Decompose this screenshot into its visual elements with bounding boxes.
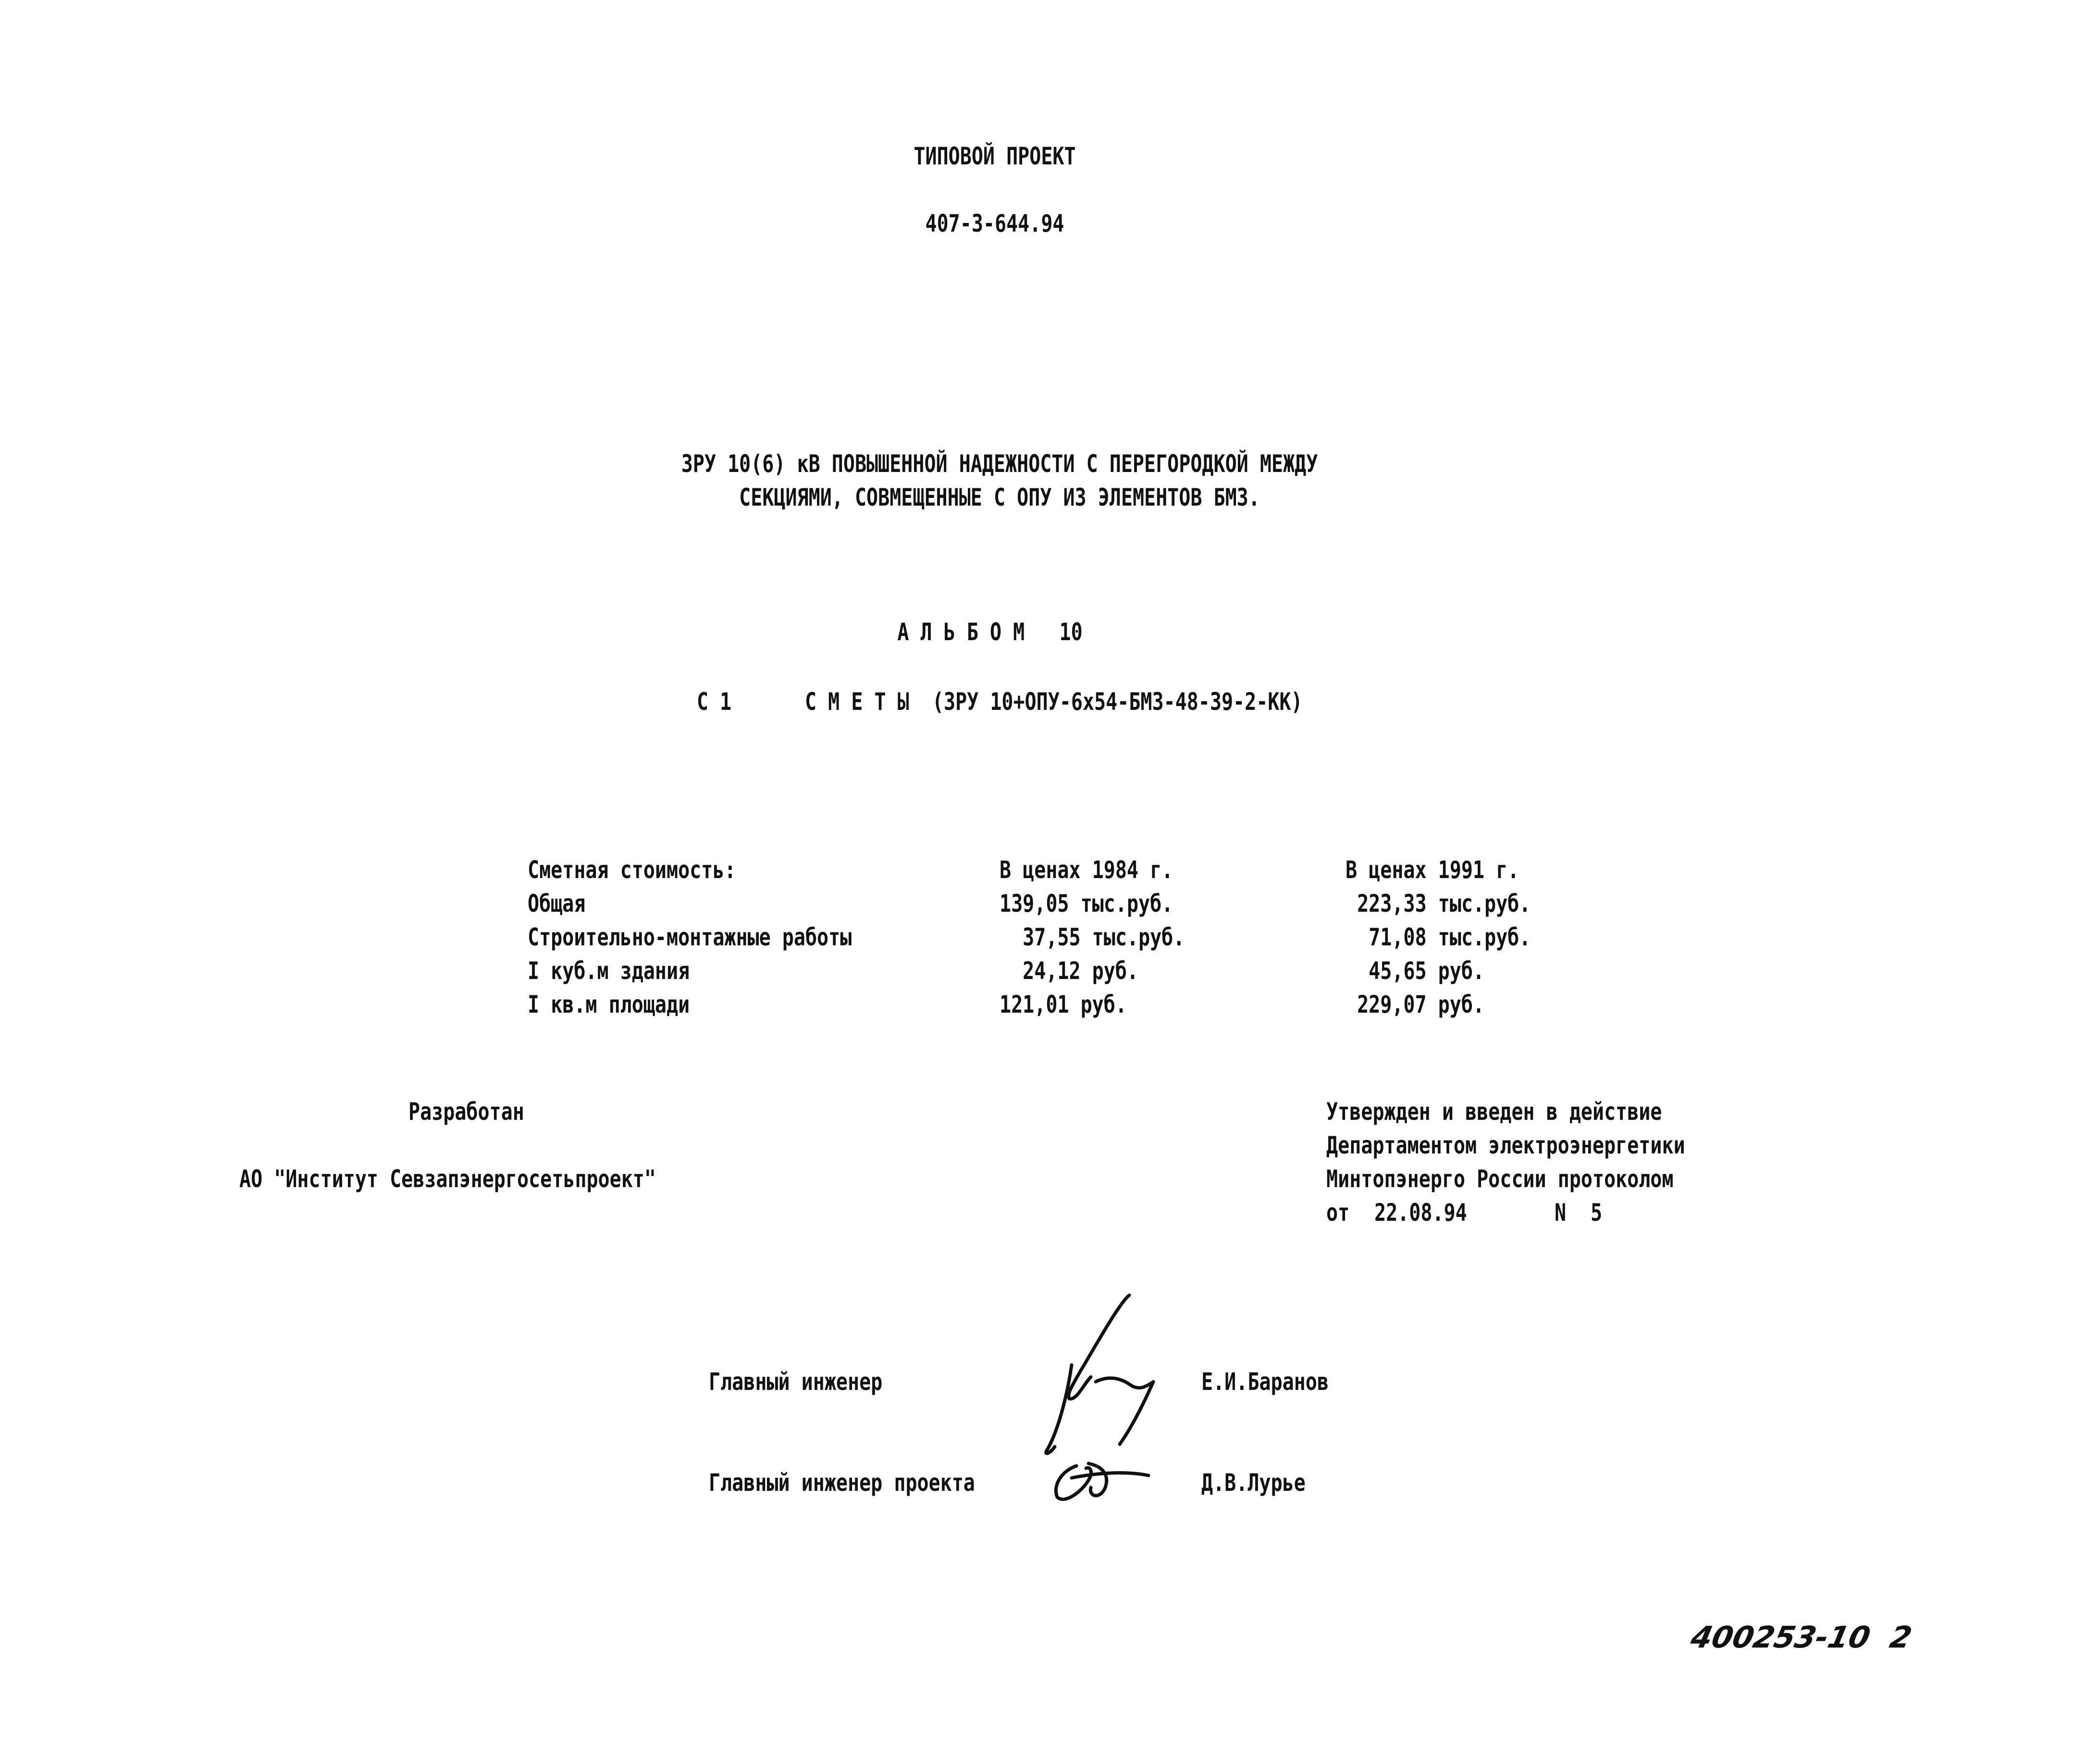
cost-header-1991: В ценах 1991 г.	[1346, 856, 1519, 884]
section-code: С 1	[697, 688, 732, 716]
cost-row-label: I кв.м площади	[528, 991, 690, 1018]
cost-row-label: Строительно-монтажные работы	[528, 923, 852, 951]
signature-name-chief-project-engineer: Д.В.Лурье	[1201, 1469, 1306, 1497]
title-line-2: СЕКЦИЯМИ, СОВМЕЩЕННЫЕ С ОПУ ИЗ ЭЛЕМЕНТОВ БМЗ.	[739, 483, 1260, 511]
cost-row-1984: 139,05 тыс.руб.	[1000, 890, 1174, 917]
section-name: С М Е Т Ы (ЗРУ 10+ОПУ-6х54-БМЗ-48-39-2-КК)	[805, 688, 1303, 716]
developer-org: АО "Институт Севзапэнергосетьпроект"	[239, 1165, 656, 1193]
approval-line-2: Департаментом электроэнергетики	[1326, 1131, 1685, 1159]
album-label: А Л Ь Б О М 10	[897, 618, 1083, 646]
cost-row-1984: 24,12 руб.	[1000, 957, 1138, 985]
chief-engineer-signature	[1000, 1288, 1173, 1471]
cost-row-1991: 71,08 тыс.руб.	[1346, 923, 1531, 951]
project-number: 407-3-644.94	[925, 210, 1064, 237]
cost-header-label: Сметная стоимость:	[528, 856, 736, 884]
approval-line-3: Минтопэнерго России протоколом	[1326, 1165, 1674, 1193]
cost-row-label: Общая	[528, 890, 586, 917]
cost-row-1984: 37,55 тыс.руб.	[1000, 923, 1185, 951]
handwritten-archive-number: 400253-10 2	[1688, 1620, 1915, 1655]
title-line-1: ЗРУ 10(6) кВ ПОВЫШЕННОЙ НАДЕЖНОСТИ С ПЕРЕГОРОДКОЙ МЕЖДУ	[681, 450, 1318, 478]
approval-date: 22.08.94	[1374, 1199, 1467, 1227]
approval-number-label: N	[1555, 1199, 1567, 1227]
cost-row-label: I куб.м здания	[528, 957, 690, 985]
cost-row-1984: 121,01 руб.	[1000, 991, 1127, 1018]
developer-label: Разработан	[408, 1098, 524, 1126]
signature-role-chief-project-engineer: Главный инженер проекта	[709, 1469, 975, 1497]
cost-header-1984: В ценах 1984 г.	[1000, 856, 1174, 884]
approval-line-1: Утвержден и введен в действие	[1326, 1098, 1662, 1126]
project-type: ТИПОВОЙ ПРОЕКТ	[914, 142, 1076, 170]
signature-role-chief-engineer: Главный инженер	[709, 1368, 883, 1396]
chief-project-engineer-signature	[1043, 1451, 1158, 1509]
approval-number: 5	[1591, 1199, 1603, 1227]
cost-row-1991: 45,65 руб.	[1346, 957, 1484, 985]
cost-row-1991: 229,07 руб.	[1346, 991, 1484, 1018]
signature-name-chief-engineer: Е.И.Баранов	[1201, 1368, 1329, 1396]
approval-date-label: от	[1326, 1199, 1350, 1227]
cost-row-1991: 223,33 тыс.руб.	[1346, 890, 1531, 917]
